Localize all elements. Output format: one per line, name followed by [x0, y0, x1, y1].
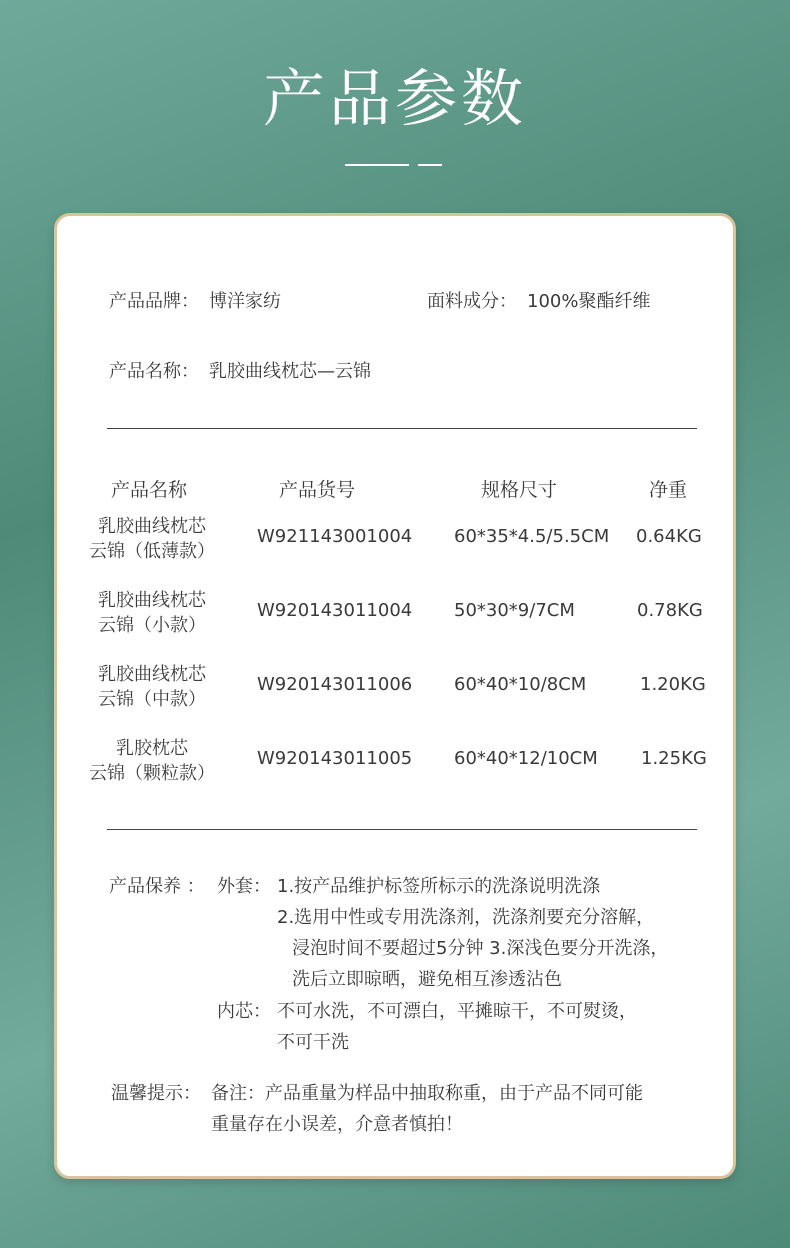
row-name: [77, 514, 227, 564]
care-outer-label: 外套：: [217, 876, 271, 897]
row-weight: 1.25KG: [641, 748, 707, 769]
table-row: [57, 514, 739, 570]
header-product-code: 产品货号: [279, 479, 356, 501]
row-weight: 0.78KG: [637, 600, 703, 621]
care-inner-label: 内芯：: [217, 1001, 271, 1022]
care-outer-line: 洗后立即晾晒，避免相互渗透沾色: [292, 969, 562, 990]
row-name: [77, 588, 227, 638]
row-name-line1: 乳胶曲线枕芯: [98, 516, 206, 537]
brand-value: 博洋家纺: [209, 291, 281, 312]
row-name-line2: 云锦（中款）: [98, 689, 206, 710]
care-inner-line: 不可干洗: [277, 1032, 349, 1053]
row-name-line2: 云锦（小款）: [98, 615, 206, 636]
product-parameter-card: [54, 213, 736, 1179]
row-name: [77, 736, 227, 786]
product-name-label: 产品名称：: [109, 361, 199, 382]
header-size: 规格尺寸: [481, 479, 558, 501]
row-code: W921143001004: [257, 526, 413, 547]
brand-label: 产品品牌：: [109, 291, 199, 312]
table-row: [57, 588, 739, 644]
page-title: 产品参数: [262, 62, 527, 135]
row-name-line1: 乳胶曲线枕芯: [98, 664, 206, 685]
row-name-line2: 云锦（低薄款）: [89, 541, 215, 562]
tip-line: 备注：产品重量为样品中抽取称重，由于产品不同可能: [211, 1083, 643, 1104]
title-underline-short: [418, 164, 442, 166]
row-code: W920143011006: [257, 674, 413, 695]
tip-label: 温馨提示：: [111, 1083, 201, 1104]
row-name-line1: 乳胶曲线枕芯: [98, 590, 206, 611]
divider-top: [107, 428, 697, 429]
table-row: [57, 662, 739, 718]
row-weight: 0.64KG: [636, 526, 702, 547]
title-underline-long: [345, 164, 409, 166]
row-code: W920143011005: [257, 748, 413, 769]
care-outer-line: 1.按产品维护标签所标示的洗涤说明洗涤: [277, 876, 601, 897]
header-product-name: 产品名称: [111, 479, 188, 501]
row-weight: 1.20KG: [640, 674, 706, 695]
divider-bottom: [107, 829, 697, 830]
row-name-line2: 云锦（颗粒款）: [89, 763, 215, 784]
product-name-value: 乳胶曲线枕芯—云锦: [209, 361, 371, 382]
row-name: [77, 662, 227, 712]
fabric-value: 100%聚酯纤维: [527, 291, 651, 312]
row-size: 60*35*4.5/5.5CM: [454, 526, 610, 547]
row-size: 60*40*10/8CM: [454, 674, 587, 695]
tip-line: 重量存在小误差，介意者慎拍！: [211, 1114, 463, 1135]
row-name-line1: 乳胶枕芯: [116, 738, 188, 759]
fabric-label: 面料成分：: [427, 291, 517, 312]
row-size: 60*40*12/10CM: [454, 748, 598, 769]
header-weight: 净重: [649, 479, 688, 501]
row-size: 50*30*9/7CM: [454, 600, 575, 621]
care-label: 产品保养 ：: [109, 876, 205, 897]
row-code: W920143011004: [257, 600, 413, 621]
table-row: [57, 736, 739, 792]
care-inner-line: 不可水洗，不可漂白，平摊晾干，不可熨烫，: [277, 1001, 637, 1022]
care-outer-line: 浸泡时间不要超过5分钟 3.深浅色要分开洗涤，: [292, 938, 669, 959]
care-outer-line: 2.选用中性或专用洗涤剂，洗涤剂要充分溶解，: [277, 907, 655, 928]
